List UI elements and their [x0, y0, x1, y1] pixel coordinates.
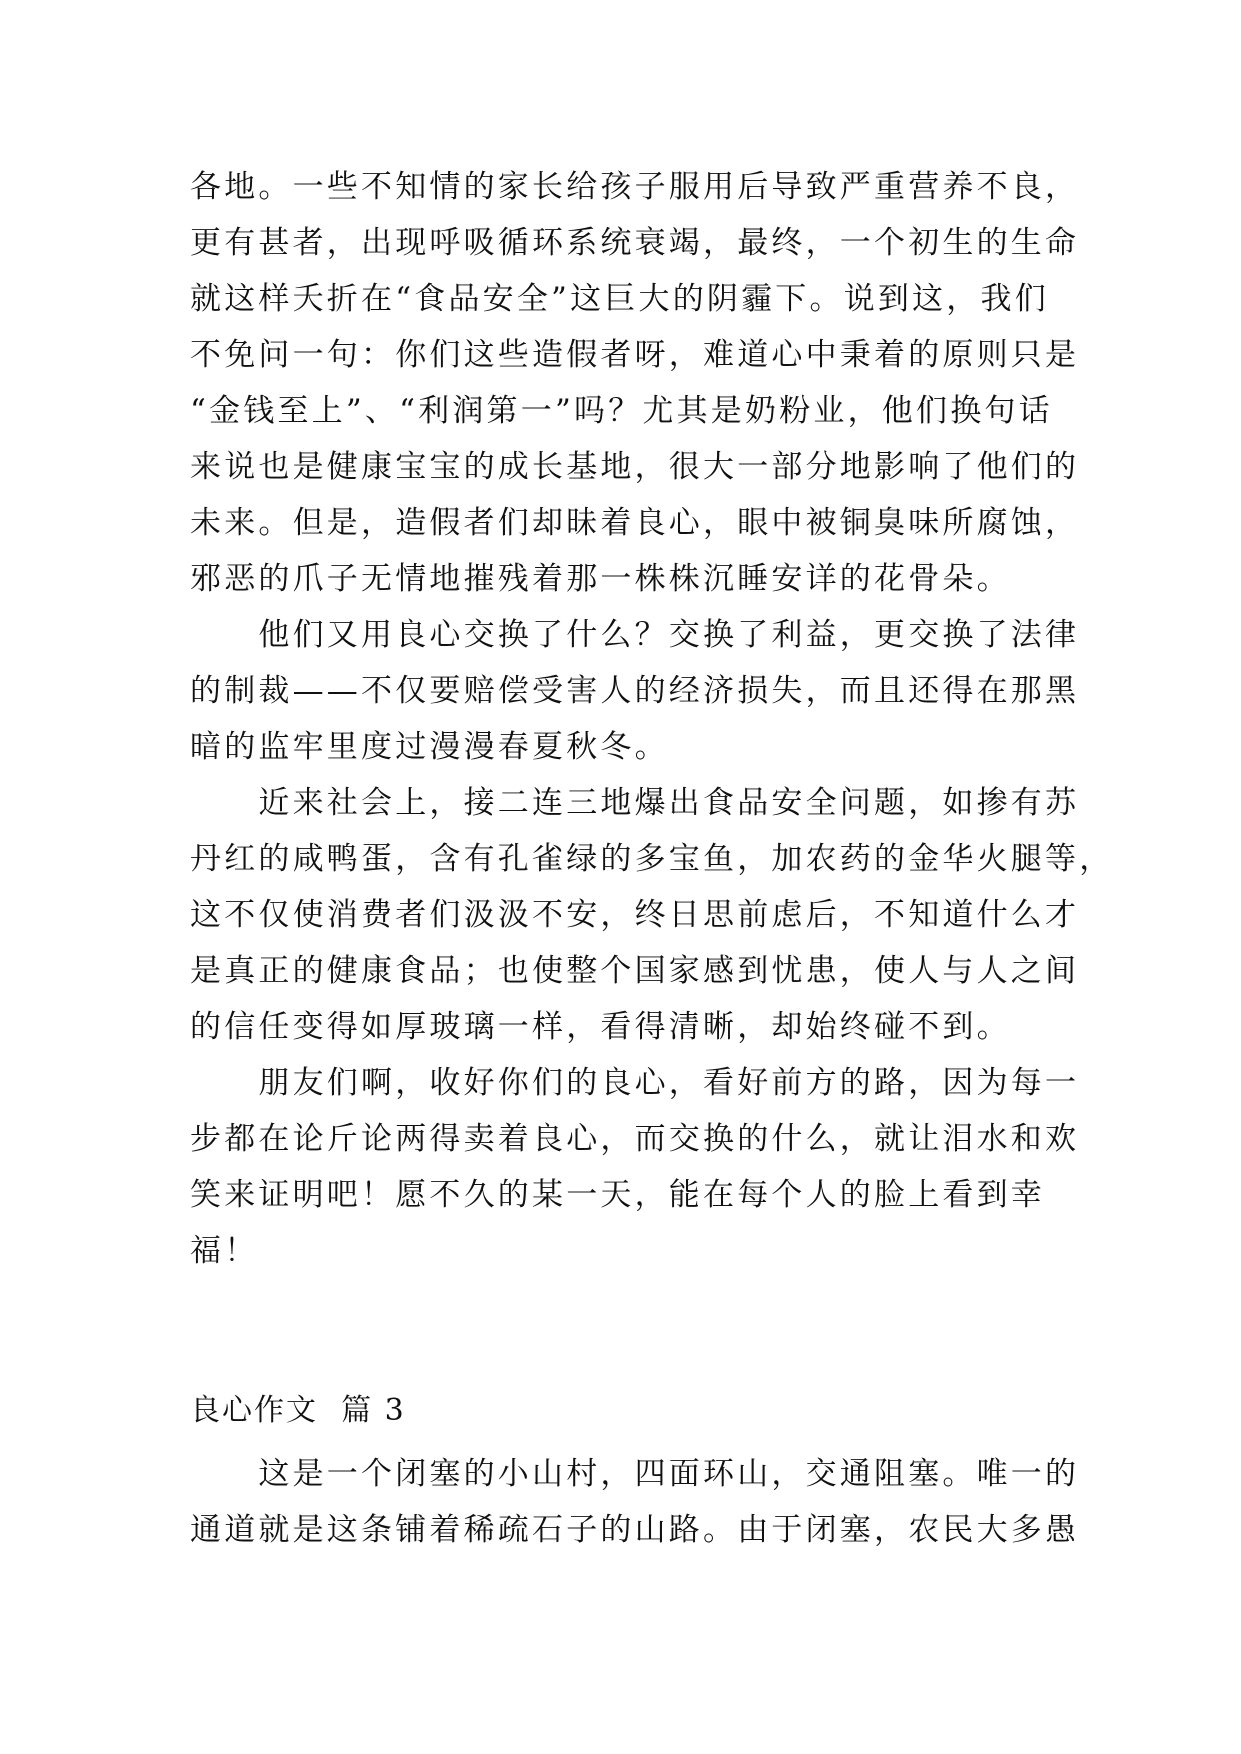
- text-line: 不免问一句：你们这些造假者呀，难道心中秉着的原则只是: [190, 337, 1080, 373]
- text-line: 邪恶的爪子无情地摧残着那一株株沉睡安详的花骨朵。: [190, 561, 1011, 597]
- text-line: 更有甚者，出现呼吸循环系统衰竭，最终，一个初生的生命: [190, 225, 1080, 261]
- text-line: 这是一个闭塞的小山村，四面环山，交通阻塞。唯一的: [190, 1456, 1080, 1492]
- text-line: 的信任变得如厚玻璃一样，看得清晰，却始终碰不到。: [190, 1009, 1011, 1045]
- text-line: 他们又用良心交换了什么？交换了利益，更交换了法律: [190, 617, 1080, 653]
- body-text-section-1: [190, 159, 1114, 1279]
- text-line: 福！: [190, 1233, 259, 1269]
- text-line: 这不仅使消费者们汲汲不安，终日思前虑后，不知道什么才: [190, 897, 1080, 933]
- section-heading: 良心作文 篇 3: [190, 1393, 406, 1428]
- text-line: 通道就是这条铺着稀疏石子的山路。由于闭塞，农民大多愚: [190, 1512, 1080, 1548]
- body-text-section-2: [190, 1446, 1080, 1558]
- text-line: 各地。一些不知情的家长给孩子服用后导致严重营养不良，: [190, 169, 1080, 205]
- text-line: 未来。但是，造假者们却昧着良心，眼中被铜臭味所腐蚀，: [190, 505, 1080, 541]
- text-line: 丹红的咸鸭蛋，含有孔雀绿的多宝鱼，加农药的金华火腿等，: [190, 841, 1114, 877]
- text-line: 的制裁——不仅要赔偿受害人的经济损失，而且还得在那黑: [190, 673, 1080, 709]
- text-line: 朋友们啊，收好你们的良心，看好前方的路，因为每一: [190, 1065, 1080, 1101]
- text-line: 来说也是健康宝宝的成长基地，很大一部分地影响了他们的: [190, 449, 1080, 485]
- text-line: 就这样夭折在“食品安全”这巨大的阴霾下。说到这，我们: [190, 281, 1049, 317]
- text-line: 近来社会上，接二连三地爆出食品安全问题，如掺有苏: [190, 785, 1080, 821]
- text-line: 暗的监牢里度过漫漫春夏秋冬。: [190, 729, 669, 765]
- text-line: 笑来证明吧！愿不久的某一天，能在每个人的脸上看到幸: [190, 1177, 1045, 1213]
- text-line: “金钱至上”、“利润第一”吗？尤其是奶粉业，他们换句话: [190, 393, 1053, 429]
- text-line: 步都在论斤论两得卖着良心，而交换的什么，就让泪水和欢: [190, 1121, 1080, 1157]
- text-line: 是真正的健康食品；也使整个国家感到忧患，使人与人之间: [190, 953, 1080, 989]
